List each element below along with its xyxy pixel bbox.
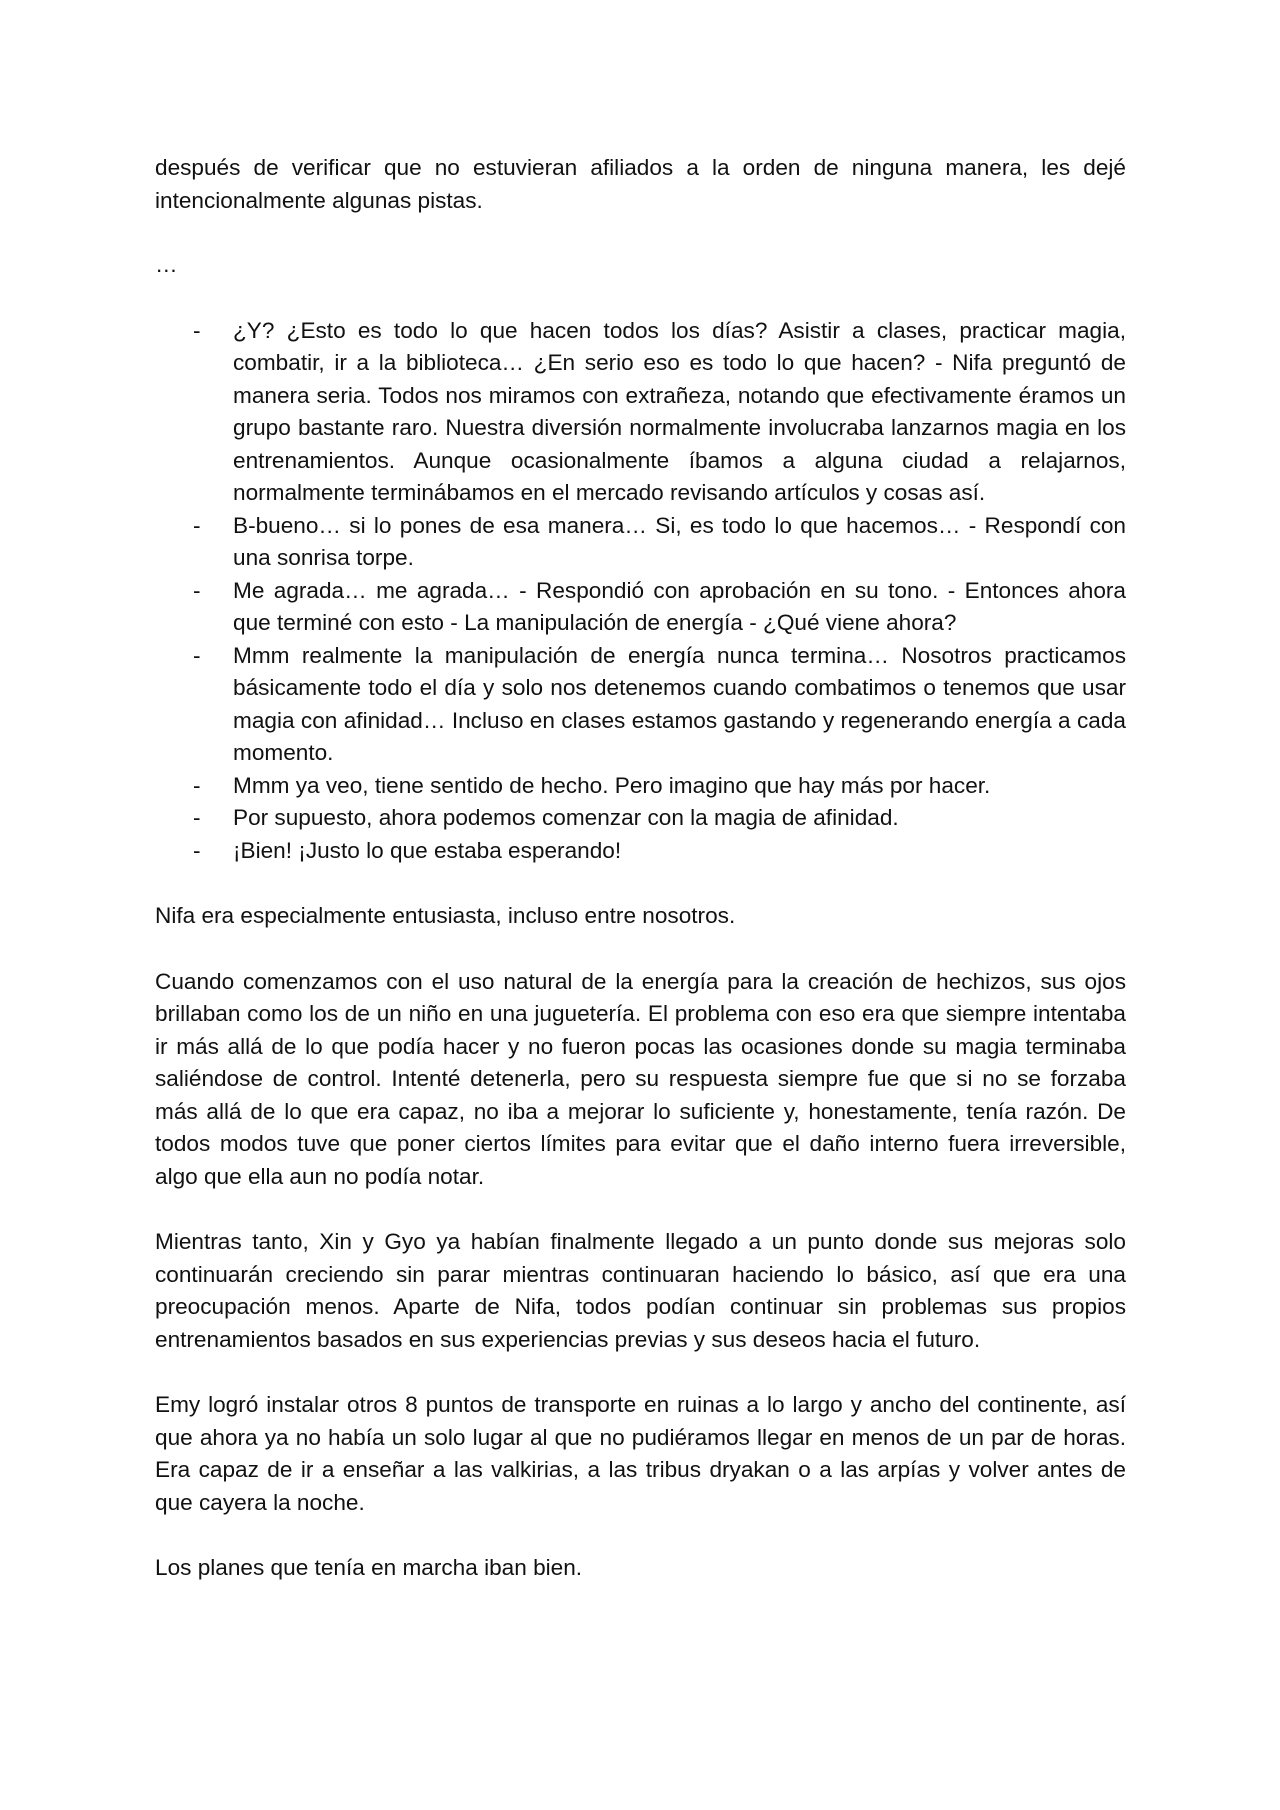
dialogue-text: Mmm ya veo, tiene sentido de hecho. Pero imagino que hay más por hacer. [233,772,991,798]
dialogue-text: Me agrada… me agrada… - Respondió con aprobación en su tono. - Entonces ahora que terminé con esto - La manipulación de energía - ¿Qué viene ahora? [233,577,1126,635]
paragraph-spacer [155,282,1126,315]
paragraph-spacer [155,1519,1126,1552]
dialogue-list [155,315,1126,868]
dialogue-text: ¿Y? ¿Esto es todo lo que hacen todos los días? Asistir a clases, practicar magia, combatir, ir a la biblioteca… ¿En serio eso es todo lo que hacen? - Nifa preguntó de manera seria. Todos nos miramos con extrañeza, notando que efectivamente éramos un grupo bastante raro. Nuestra diversión normalmente involucraba lanzarnos magia en los entrenamientos. Aunque ocasionalmente íbamos a alguna ciudad a relajarnos, normalmente terminábamos en el mercado revisando artículos y cosas así. [233,317,1126,505]
dialogue-line [155,640,1126,770]
paragraph-plans: Los planes que tenía en marcha iban bien. [155,1555,583,1580]
paragraph-spacer [155,1193,1126,1226]
dialogue-dash: - [193,805,201,830]
dialogue-dash: - [193,577,201,603]
dialogue-text: Por supuesto, ahora podemos comenzar con la magia de afinidad. [233,805,899,830]
dialogue-dash: - [193,317,201,343]
dialogue-text: B-bueno… si lo pones de esa manera… Si, es todo lo que hacemos… - Respondí con una sonrisa torpe. [233,512,1126,570]
dialogue-text: Mmm realmente la manipulación de energía nunca termina… Nosotros practicamos básicamente todo el día y solo nos detenemos cuando combatimos o tenemos que usar magia con afinidad… Incluso en clases estamos gastando y regenerando energía a cada momento. [233,642,1126,765]
dialogue-text: ¡Bien! ¡Justo lo que estaba esperando! [233,837,622,863]
dialogue-dash: - [193,512,201,538]
dialogue-line [155,510,1126,575]
dialogue-line [155,575,1126,640]
paragraph-xin-gyo: Mientras tanto, Xin y Gyo ya habían finalmente llegado a un punto donde sus mejoras solo continuarán creciendo sin parar mientras continuaran haciendo lo básico, así que era una preocupación menos. Aparte de Nifa, todos podían continuar sin problemas sus propios entrenamientos basados en sus experiencias previas y sus deseos hacia el futuro. [155,1229,1126,1352]
paragraph-intro: después de verificar que no estuvieran afiliados a la orden de ninguna manera, les dejé intencionalmente algunas pistas. [155,155,1126,213]
paragraph-nifa: Nifa era especialmente entusiasta, incluso entre nosotros. [155,903,736,928]
dialogue-line [155,770,1126,803]
document-page [155,152,1126,1585]
paragraph-spacer [155,867,1126,900]
dialogue-line [155,315,1126,510]
section-ellipsis: … [155,252,178,277]
dialogue-dash: - [193,642,201,668]
dialogue-dash: - [193,772,201,798]
dialogue-dash: - [193,837,201,863]
dialogue-line [155,802,1126,835]
paragraph-energy: Cuando comenzamos con el uso natural de la energía para la creación de hechizos, sus ojos brillaban como los de un niño en una juguetería. El problema con eso era que siempre intentaba ir más allá de lo que podía hacer y no fueron pocas las ocasiones donde su magia terminaba saliéndose de control. Intenté detenerla, pero su respuesta siempre fue que si no se forzaba más allá de lo que era capaz, no iba a mejorar lo suficiente y, honestamente, tenía razón. De todos modos tuve que poner ciertos límites para evitar que el daño interno fuera irreversible, algo que ella aun no podía notar. [155,968,1126,1189]
paragraph-spacer [155,933,1126,966]
paragraph-emy: Emy logró instalar otros 8 puntos de transporte en ruinas a lo largo y ancho del continente, así que ahora ya no había un solo lugar al que no pudiéramos llegar en menos de un par de horas. Era capaz de ir a enseñar a las valkirias, a las tribus dryakan o a las arpías y volver antes de que cayera la noche. [155,1392,1126,1515]
paragraph-spacer [155,217,1126,249]
dialogue-line [155,835,1126,868]
paragraph-spacer [155,1356,1126,1389]
